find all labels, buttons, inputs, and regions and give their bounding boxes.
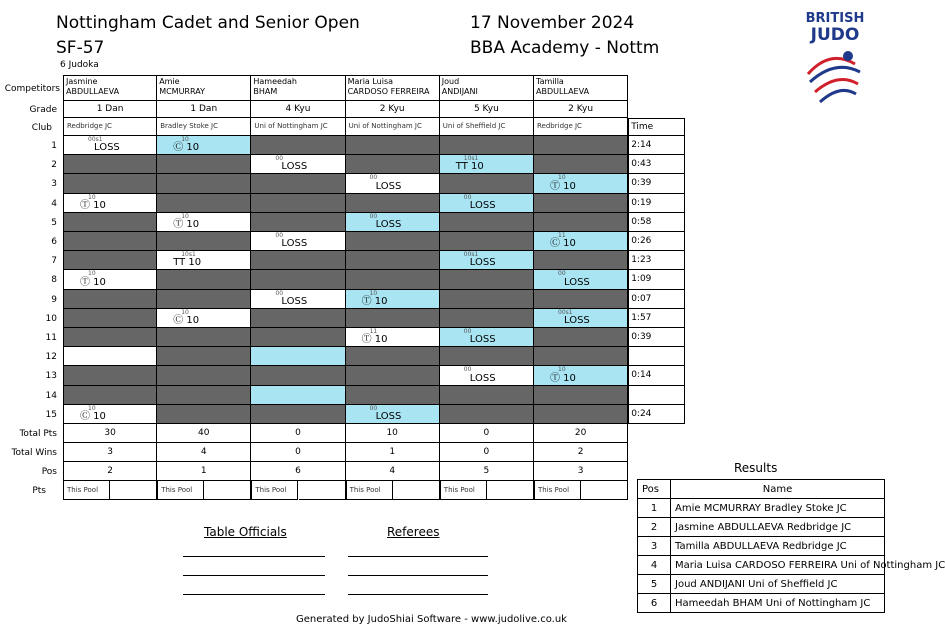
match-cell [534, 232, 628, 251]
match-cell [251, 405, 345, 424]
label-total-pts: Total Pts [19, 429, 57, 439]
signature-line [348, 594, 488, 595]
match-cell [251, 174, 345, 193]
match-cell [251, 328, 345, 347]
competitor-total-pts: 20 [534, 424, 628, 443]
win-score: Ⓣ 10 [361, 334, 388, 346]
match-cell [63, 136, 157, 155]
label-total-wins: Total Wins [11, 448, 57, 458]
pool-points-box [204, 481, 251, 500]
match-time: 1:23 [628, 251, 685, 270]
results-row [638, 518, 885, 537]
label-pos: Pos [41, 467, 57, 477]
match-cell [440, 366, 534, 385]
result-position: 3 [638, 537, 671, 556]
result-position: 4 [638, 556, 671, 575]
win-score: Ⓒ 10 [173, 314, 200, 326]
this-pool-label: This Pool [534, 481, 581, 500]
competitor-total-pts: 40 [157, 424, 251, 443]
competitor-total-wins: 2 [534, 443, 628, 462]
competitor-first-name: Maria Luisa [347, 77, 394, 86]
this-pool-label: This Pool [440, 481, 487, 500]
match-cell [534, 347, 628, 366]
loss-label: LOSS [94, 142, 120, 154]
competitor-grade: 1 Dan [157, 101, 251, 118]
match-number: 1 [51, 141, 57, 151]
table-officials-label: Table Officials [204, 525, 287, 539]
competitor-header [440, 75, 534, 101]
competitor-club: Redbridge JC [534, 118, 628, 136]
judoka-count: 6 Judoka [60, 60, 99, 70]
match-score-code: 00s1 [558, 308, 573, 316]
match-cell [157, 328, 251, 347]
match-time: 0:19 [628, 194, 685, 213]
match-cell [63, 347, 157, 366]
match-score-code: 00 [463, 328, 472, 335]
match-cell [251, 270, 345, 289]
match-time: 0:39 [628, 328, 685, 347]
match-cell [63, 232, 157, 251]
match-cell [346, 386, 440, 405]
competitor-last-name: ABDULLAEVA [536, 87, 590, 96]
match-number: 2 [51, 160, 57, 171]
match-cell [534, 386, 628, 405]
loss-label: LOSS [281, 295, 308, 307]
competitor-total-pts: 10 [346, 424, 440, 443]
judo-figure-icon [800, 44, 870, 114]
competitor-pos: 6 [251, 462, 345, 481]
match-cell [63, 309, 157, 328]
match-cell [534, 155, 628, 174]
match-score-code: 10 [181, 136, 189, 143]
results-row [638, 575, 885, 594]
competitor-club: Redbridge JC [63, 118, 157, 136]
match-score-code: 11 [369, 328, 378, 335]
win-score: Ⓣ 10 [173, 218, 200, 230]
competitor-grade: 1 Dan [63, 101, 157, 118]
match-cell [63, 213, 157, 232]
match-score-code: 00 [275, 155, 284, 163]
match-cell [440, 309, 534, 328]
match-time: 0:26 [628, 232, 685, 251]
match-cell [63, 194, 157, 213]
this-pool-label: This Pool [63, 481, 110, 500]
match-score-code: 00s1 [463, 251, 479, 259]
loss-label: LOSS [564, 314, 590, 326]
loss-label: LOSS [564, 276, 590, 288]
competitor-club: Bradley Stoke JC [157, 118, 251, 136]
match-number: 3 [51, 179, 57, 190]
match-cell [440, 213, 534, 232]
win-score: Ⓣ 10 [550, 372, 576, 384]
match-cell [63, 386, 157, 405]
match-score-code: 00 [275, 232, 284, 239]
win-score: TT 10 [455, 161, 484, 173]
match-cell [346, 155, 440, 174]
label-grade: Grade [29, 105, 57, 115]
match-cell [346, 328, 440, 347]
competitor-grade: 2 Kyu [534, 101, 628, 118]
match-cell [534, 251, 628, 270]
match-score-code: 10 [88, 404, 96, 412]
match-number: 4 [51, 198, 57, 209]
match-cell [63, 328, 157, 347]
match-time: 2:14 [628, 136, 685, 155]
british-judo-logo [800, 12, 870, 122]
pool-points-box [110, 481, 157, 500]
pool-name: SF-57 [56, 38, 105, 58]
match-number: 10 [45, 313, 57, 324]
match-cell [440, 155, 534, 174]
match-time: 0:14 [628, 366, 685, 385]
competitor-last-name: BHAM [253, 87, 278, 96]
match-number: 7 [51, 256, 57, 267]
match-number: 12 [45, 352, 57, 363]
loss-label: LOSS [469, 199, 496, 211]
competitor-total-pts: 0 [251, 424, 345, 443]
match-cell [157, 232, 251, 251]
competitor-first-name: Hameedah [253, 77, 297, 86]
win-score: Ⓒ 10 [550, 238, 576, 250]
pool-points-box [393, 481, 440, 500]
match-time: 0:07 [628, 290, 685, 309]
match-number: 14 [45, 390, 57, 401]
match-score-code: 10 [181, 308, 189, 316]
match-time: 1:57 [628, 309, 685, 328]
match-cell [440, 405, 534, 424]
match-time: 0:24 [628, 405, 685, 424]
match-cell [534, 270, 628, 289]
competitor-first-name: Jasmine [66, 77, 98, 86]
result-position: 2 [638, 518, 671, 537]
competitor-header [534, 75, 628, 101]
pool-points-box [487, 481, 534, 500]
match-cell [534, 366, 628, 385]
results-header-row [638, 480, 885, 499]
match-cell [251, 309, 345, 328]
match-cell [251, 386, 345, 405]
match-cell [63, 155, 157, 174]
match-score-code: 10 [558, 174, 566, 182]
match-score-code: 10 [88, 193, 96, 201]
results-col-pos: Pos [638, 480, 671, 499]
event-date: 17 November 2024 [470, 13, 635, 33]
match-cell [63, 366, 157, 385]
match-cell [157, 290, 251, 309]
loss-label: LOSS [375, 218, 402, 230]
match-time: 0:39 [628, 174, 685, 193]
win-score: Ⓒ 10 [80, 410, 106, 422]
loss-label: LOSS [281, 161, 308, 173]
match-cell [534, 290, 628, 309]
match-score-code: 10 [369, 289, 378, 297]
signature-line [183, 594, 325, 595]
win-score: Ⓣ 10 [80, 276, 106, 288]
match-cell [157, 347, 251, 366]
match-cell [157, 251, 251, 270]
competitor-grade: 5 Kyu [440, 101, 534, 118]
match-cell [440, 174, 534, 193]
this-pool-label: This Pool [251, 481, 298, 500]
match-cell [346, 194, 440, 213]
match-cell [157, 270, 251, 289]
match-number: 6 [51, 237, 57, 247]
match-cell [346, 270, 440, 289]
match-cell [440, 347, 534, 366]
pool-points-box [581, 481, 628, 500]
match-cell [346, 213, 440, 232]
time-header: Time [628, 118, 685, 136]
competitor-pos: 3 [534, 462, 628, 481]
match-cell [251, 366, 345, 385]
match-cell [157, 386, 251, 405]
match-number: 8 [51, 275, 57, 286]
competitor-pos: 1 [157, 462, 251, 481]
match-number: 9 [51, 294, 57, 305]
match-cell [440, 194, 534, 213]
match-number: 5 [51, 217, 57, 228]
competitor-total-wins: 0 [251, 443, 345, 462]
loss-label: LOSS [469, 372, 496, 384]
match-cell [534, 174, 628, 193]
match-score-code: 10 [88, 270, 96, 278]
competitor-total-wins: 4 [157, 443, 251, 462]
match-cell [251, 136, 345, 155]
logo-text-2: JUDO [810, 25, 860, 45]
referees-label: Referees [387, 525, 440, 539]
result-name: Maria Luisa CARDOSO FERREIRA Uni of Nottingham JC [671, 556, 885, 575]
competitor-total-wins: 0 [440, 443, 534, 462]
loss-label: LOSS [469, 257, 496, 269]
competitor-club: Uni of Nottingham JC [346, 118, 440, 136]
signature-line [183, 575, 325, 576]
match-cell [251, 232, 345, 251]
event-title: Nottingham Cadet and Senior Open [56, 13, 360, 33]
match-cell [346, 136, 440, 155]
win-score: Ⓣ 10 [80, 199, 106, 211]
loss-label: LOSS [375, 410, 402, 422]
match-cell [157, 155, 251, 174]
footer-credit: Generated by JudoShiai Software - www.judolive.co.uk [296, 614, 567, 625]
result-name: Amie MCMURRAY Bradley Stoke JC [671, 499, 885, 518]
win-score: TT 10 [173, 257, 202, 269]
match-cell [440, 328, 534, 347]
result-position: 5 [638, 575, 671, 594]
signature-line [348, 556, 488, 557]
match-cell [63, 290, 157, 309]
loss-label: LOSS [469, 334, 496, 346]
pool-points-box [299, 481, 346, 500]
match-cell [157, 405, 251, 424]
match-cell [346, 174, 440, 193]
competitor-header [346, 75, 440, 101]
loss-label: LOSS [281, 238, 308, 250]
competitor-pos: 5 [440, 462, 534, 481]
results-row [638, 594, 885, 613]
match-cell [534, 328, 628, 347]
match-cell [251, 155, 345, 174]
match-cell [440, 251, 534, 270]
match-cell [63, 174, 157, 193]
match-score-code: 00 [369, 174, 378, 182]
this-pool-label: This Pool [346, 481, 393, 500]
competitor-total-pts: 30 [63, 424, 157, 443]
match-cell [63, 405, 157, 424]
match-cell [440, 386, 534, 405]
competitor-header [63, 75, 157, 101]
win-score: Ⓣ 10 [361, 295, 388, 307]
match-cell [346, 232, 440, 251]
match-cell [251, 290, 345, 309]
match-cell [346, 347, 440, 366]
match-cell [440, 290, 534, 309]
match-score-code: 10 [181, 212, 189, 220]
result-name: Hameedah BHAM Uni of Nottingham JC [671, 594, 885, 613]
competitor-club: Uni of Sheffield JC [440, 118, 534, 136]
result-name: Jasmine ABDULLAEVA Redbridge JC [671, 518, 885, 537]
match-score-code: 00 [275, 289, 284, 297]
match-cell [346, 366, 440, 385]
match-cell [534, 405, 628, 424]
match-time: 1:09 [628, 270, 685, 289]
competitor-grade: 4 Kyu [251, 101, 345, 118]
competitor-last-name: ANDIJANI [441, 87, 478, 96]
this-pool-label: This Pool [157, 481, 204, 500]
signature-line [183, 556, 325, 557]
label-pts: Pts [32, 486, 46, 496]
results-row [638, 499, 885, 518]
results-col-name: Name [671, 480, 885, 499]
match-cell [534, 194, 628, 213]
match-cell [251, 194, 345, 213]
match-time: 0:43 [628, 155, 685, 174]
match-cell [534, 309, 628, 328]
competitor-first-name: Amie [159, 77, 180, 86]
label-club: Club [31, 123, 52, 133]
match-cell [157, 213, 251, 232]
match-time [628, 347, 685, 366]
match-cell [440, 232, 534, 251]
results-row [638, 537, 885, 556]
result-position: 1 [638, 499, 671, 518]
match-time: 0:58 [628, 213, 685, 232]
match-cell [251, 347, 345, 366]
results-title: Results [734, 461, 778, 475]
match-cell [63, 270, 157, 289]
match-cell [157, 194, 251, 213]
competitor-last-name: MCMURRAY [159, 87, 205, 96]
match-cell [157, 136, 251, 155]
match-score-code: 10s1 [463, 155, 479, 163]
match-cell [157, 366, 251, 385]
logo-text-1: BRITISH [805, 11, 865, 26]
match-score-code: 00 [463, 366, 472, 374]
result-name: Tamilla ABDULLAEVA Redbridge JC [671, 537, 885, 556]
match-score-code: 10s1 [181, 251, 196, 259]
result-position: 6 [638, 594, 671, 613]
match-cell [534, 136, 628, 155]
match-score-code: 00 [369, 404, 378, 412]
competitor-first-name: Tamilla [536, 77, 564, 86]
competitor-pos: 2 [63, 462, 157, 481]
match-cell [63, 251, 157, 270]
match-cell [440, 270, 534, 289]
match-cell [346, 290, 440, 309]
results-row [638, 556, 885, 575]
match-number: 11 [45, 333, 57, 343]
competitor-first-name: Joud [441, 77, 460, 86]
competitor-header [251, 75, 345, 101]
win-score: Ⓒ 10 [173, 142, 200, 154]
match-score-code: 00s1 [88, 136, 103, 143]
match-cell [346, 309, 440, 328]
loss-label: LOSS [375, 180, 402, 192]
competitor-pos: 4 [346, 462, 440, 481]
label-competitors: Competitors [4, 84, 60, 94]
match-time [628, 386, 685, 405]
match-cell [157, 174, 251, 193]
competitor-grade: 2 Kyu [346, 101, 440, 118]
match-number: 13 [45, 371, 57, 382]
match-cell [251, 213, 345, 232]
match-score-code: 11 [558, 232, 566, 239]
result-name: Joud ANDIJANI Uni of Sheffield JC [671, 575, 885, 594]
match-score-code: 10 [558, 366, 566, 374]
competitor-total-wins: 1 [346, 443, 440, 462]
match-cell [251, 251, 345, 270]
competitor-last-name: CARDOSO FERREIRA [347, 87, 430, 96]
match-score-code: 00 [463, 193, 472, 201]
match-cell [440, 136, 534, 155]
match-score-code: 00 [558, 270, 566, 278]
competitor-total-pts: 0 [440, 424, 534, 443]
match-score-code: 00 [369, 212, 378, 220]
competitor-total-wins: 3 [63, 443, 157, 462]
win-score: Ⓣ 10 [550, 180, 576, 192]
match-number: 15 [45, 409, 57, 420]
competitor-header [157, 75, 251, 101]
competitor-last-name: ABDULLAEVA [66, 87, 120, 96]
results-table [637, 479, 945, 613]
match-cell [346, 251, 440, 270]
signature-line [348, 575, 488, 576]
match-cell [534, 213, 628, 232]
match-cell [346, 405, 440, 424]
event-venue: BBA Academy - Nottm [470, 38, 660, 58]
match-cell [157, 309, 251, 328]
competitor-club: Uni of Nottingham JC [251, 118, 345, 136]
